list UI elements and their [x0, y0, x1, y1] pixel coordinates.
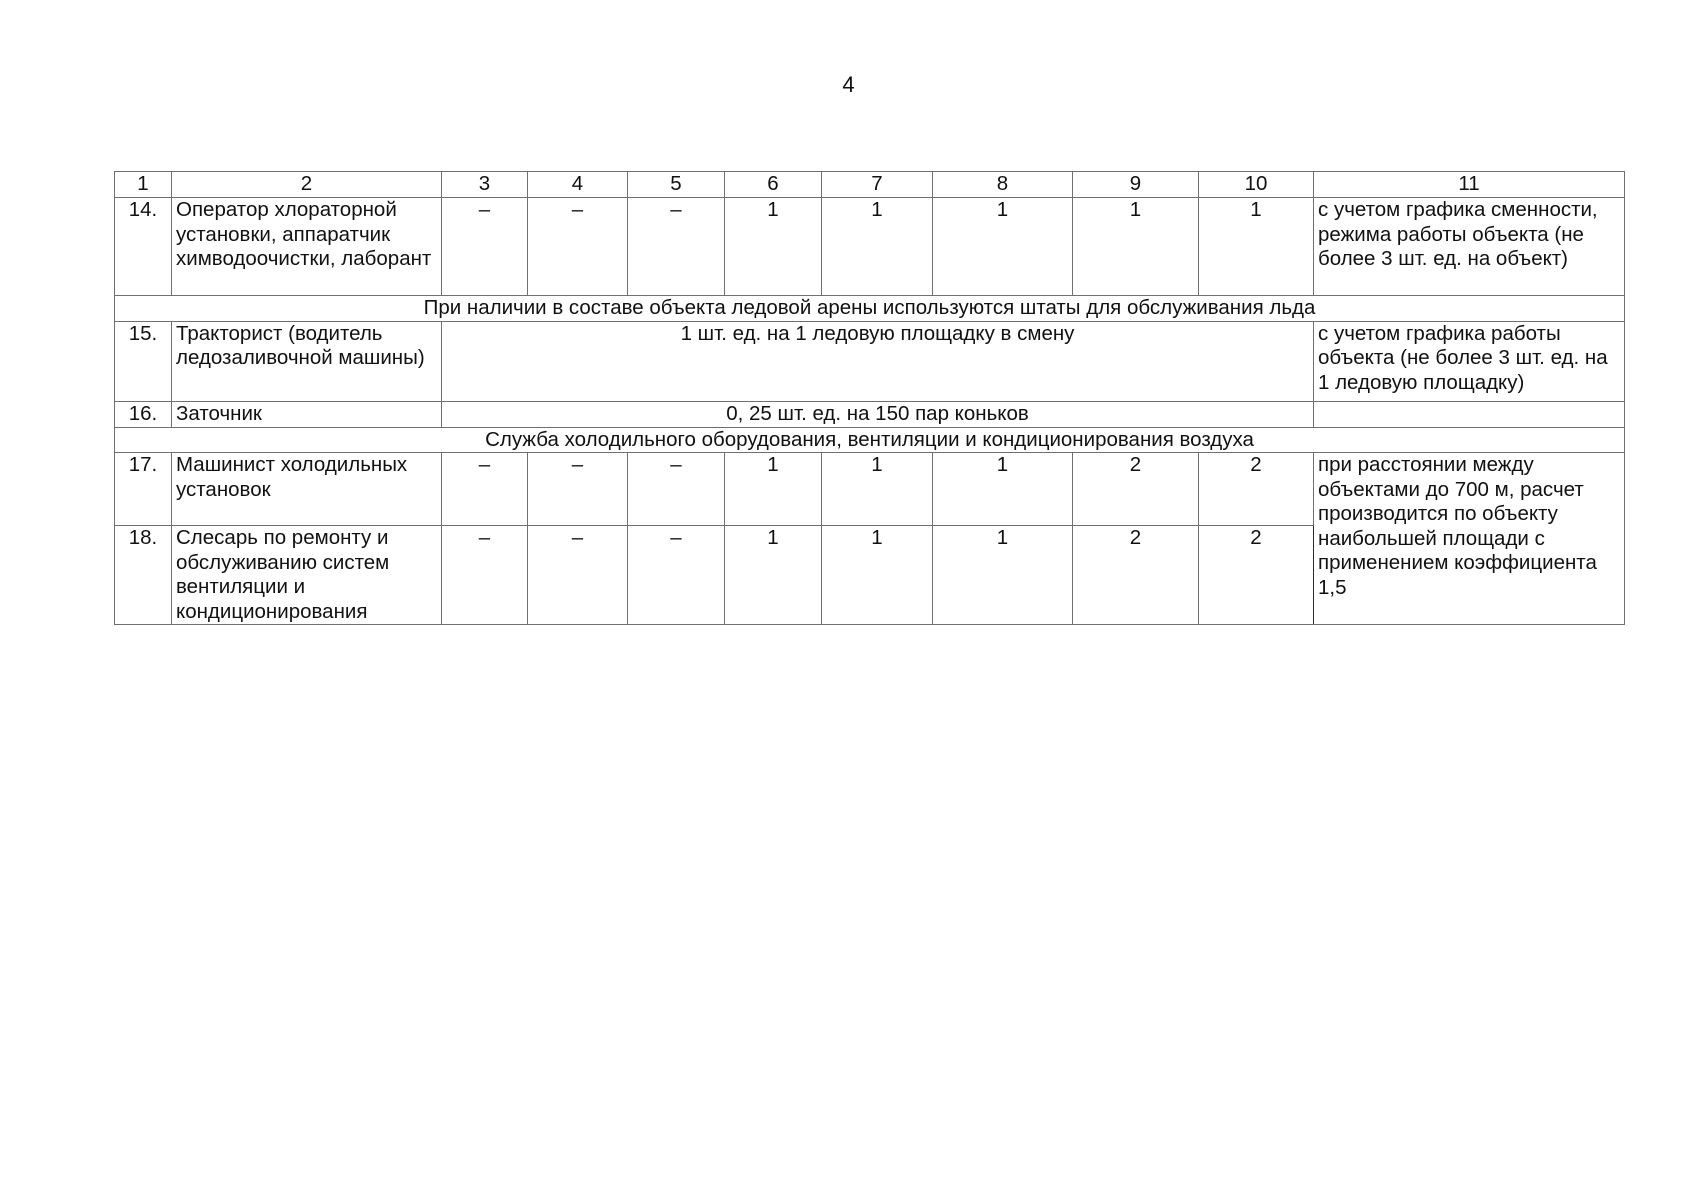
table-cell: –: [528, 526, 628, 625]
column-header: 10: [1199, 172, 1314, 198]
column-header: 2: [172, 172, 442, 198]
table-cell: 1: [822, 198, 933, 296]
note-cell: [1314, 401, 1625, 427]
section-heading-refrigeration: Служба холодильного оборудования, вентиляции и кондиционирования воздуха: [115, 427, 1625, 453]
section-row: [115, 427, 1625, 453]
column-header: 7: [822, 172, 933, 198]
table-cell: 1: [822, 526, 933, 625]
staffing-table: [114, 171, 1625, 625]
table-cell: 2: [1073, 526, 1199, 625]
table-cell: –: [628, 198, 725, 296]
section-row: [115, 296, 1625, 322]
position-name: Машинист холодильных установок: [172, 453, 442, 526]
column-header: 11: [1314, 172, 1625, 198]
merged-value-cell: 1 шт. ед. на 1 ледовую площадку в смену: [442, 321, 1314, 401]
row-number: 16.: [115, 401, 172, 427]
table-cell: 1: [1199, 198, 1314, 296]
row-number: 17.: [115, 453, 172, 526]
column-header: 9: [1073, 172, 1199, 198]
row-number: 18.: [115, 526, 172, 625]
table-cell: 2: [1073, 453, 1199, 526]
section-heading-ice: При наличии в составе объекта ледовой арены используются штаты для обслуживания льда: [115, 296, 1625, 322]
column-header: 5: [628, 172, 725, 198]
table-cell: 2: [1199, 453, 1314, 526]
table-cell: –: [442, 198, 528, 296]
table-cell: –: [528, 453, 628, 526]
page-number: 4: [842, 72, 855, 97]
table-header-row: [115, 172, 1625, 198]
note-cell: с учетом графика сменности, режима работы объекта (не более 3 шт. ед. на объект): [1314, 198, 1625, 296]
table-cell: 1: [725, 453, 822, 526]
table-row: [115, 453, 1625, 526]
column-header: 8: [933, 172, 1073, 198]
table-row: [115, 198, 1625, 296]
note-cell: с учетом графика работы объекта (не более 3 шт. ед. на 1 ледовую площадку): [1314, 321, 1625, 401]
table-cell: 1: [822, 453, 933, 526]
table-cell: –: [628, 526, 725, 625]
column-header: 6: [725, 172, 822, 198]
table-cell: –: [442, 453, 528, 526]
table-cell: –: [528, 198, 628, 296]
table-cell: 1: [1073, 198, 1199, 296]
table-row: [115, 401, 1625, 427]
position-name: Заточник: [172, 401, 442, 427]
table-cell: 1: [725, 198, 822, 296]
table-cell: 1: [933, 198, 1073, 296]
table-cell: 1: [933, 526, 1073, 625]
column-header: 3: [442, 172, 528, 198]
merged-value-cell: 0, 25 шт. ед. на 150 пар коньков: [442, 401, 1314, 427]
table-cell: 1: [933, 453, 1073, 526]
position-name: Тракторист (водитель ледозаливочной машины): [172, 321, 442, 401]
note-cell: при расстоянии между объектами до 700 м, расчет производится по объекту наибольшей площади с применением коэффициента 1,5: [1314, 453, 1625, 625]
column-header: 4: [528, 172, 628, 198]
table-row: [115, 321, 1625, 401]
table-cell: 2: [1199, 526, 1314, 625]
row-number: 14.: [115, 198, 172, 296]
position-name: Слесарь по ремонту и обслуживанию систем вентиляции и кондиционирования: [172, 526, 442, 625]
row-number: 15.: [115, 321, 172, 401]
table-cell: –: [628, 453, 725, 526]
table-cell: 1: [725, 526, 822, 625]
table-cell: –: [442, 526, 528, 625]
column-header: 1: [115, 172, 172, 198]
position-name: Оператор хлораторной установки, аппаратчик химводоочистки, лаборант: [172, 198, 442, 296]
